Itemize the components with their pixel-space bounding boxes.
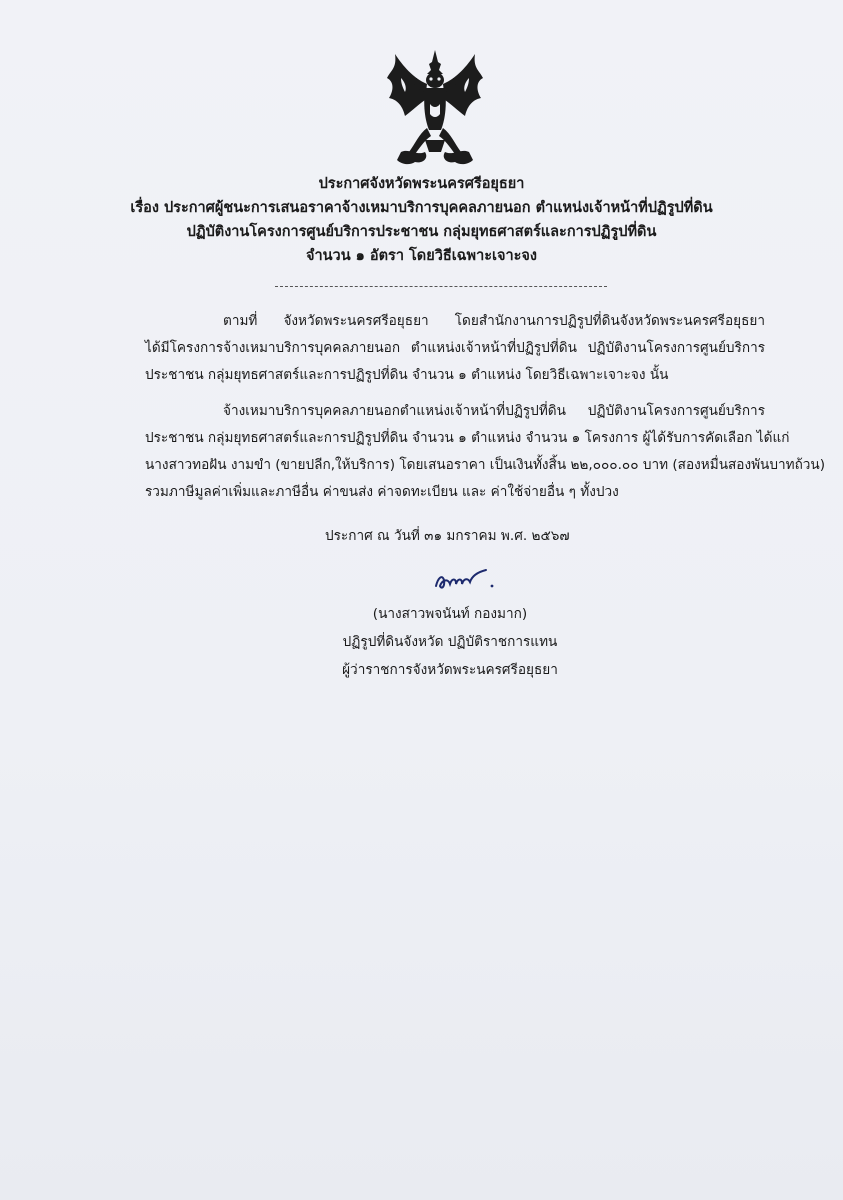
garuda-emblem-icon (383, 48, 487, 168)
paragraph-1-line-3: ประชาชน กลุ่มยุทธศาสตร์และการปฏิรูปที่ดิน จำนวน ๑ ตำแหน่ง โดยวิธีเฉพาะเจาะจง นั้น (145, 367, 669, 383)
title-line-4: จำนวน ๑ อัตรา โดยวิธีเฉพาะเจาะจง (306, 248, 537, 264)
signer-position-2: ผู้ว่าราชการจังหวัดพระนครศรีอยุธยา (342, 662, 558, 678)
title-divider (275, 286, 607, 287)
paragraph-2-line-4: รวมภาษีมูลค่าเพิ่มและภาษีอื่น ค่าขนส่ง ค่าจดทะเบียน และ ค่าใช้จ่ายอื่น ๆ ทั้งปวง (145, 484, 619, 500)
paragraph-1-line-2: ได้มีโครงการจ้างเหมาบริการบุคคลภายนอก ตำแหน่งเจ้าหน้าที่ปฏิรูปที่ดิน ปฏิบัติงานโครงการศูนย์บริการ (145, 340, 765, 356)
signer-block (330, 600, 570, 684)
paragraph-2 (145, 398, 826, 506)
paragraph-2-line-2: ประชาชน กลุ่มยุทธศาสตร์และการปฏิรูปที่ดิน จำนวน ๑ ตำแหน่ง จำนวน ๑ โครงการ ผู้ได้รับการคัดเลือก ได้แก่ (145, 430, 790, 446)
announcement-title (0, 172, 843, 268)
handwritten-signature-icon (430, 564, 502, 596)
title-line-3: ปฏิบัติงานโครงการศูนย์บริการประชาชน กลุ่มยุทธศาสตร์และการปฏิรูปที่ดิน (186, 224, 657, 240)
signer-name: (นางสาวพจนันท์ กองมาก) (372, 606, 528, 622)
paragraph-2-line-1: จ้างเหมาบริการบุคคลภายนอกตำแหน่งเจ้าหน้าที่ปฏิรูปที่ดิน ปฏิบัติงานโครงการศูนย์บริการ (223, 403, 765, 419)
title-line-1: ประกาศจังหวัดพระนครศรีอยุธยา (318, 176, 525, 192)
announcement-date: ประกาศ ณ วันที่ ๓๑ มกราคม พ.ศ. ๒๕๖๗ (325, 528, 570, 544)
title-line-2: เรื่อง ประกาศผู้ชนะการเสนอราคาจ้างเหมาบริการบุคคลภายนอก ตำแหน่งเจ้าหน้าที่ปฏิรูปที่ดิน (130, 200, 713, 216)
paragraph-1 (145, 308, 765, 389)
paragraph-2-line-3: นางสาวทอฝัน งามขำ (ขายปลีก,ให้บริการ) โดยเสนอราคา เป็นเงินทั้งสิ้น ๒๒,๐๐๐.๐๐ บาท (สองหมื่นสองพันบาทถ้วน) (145, 457, 826, 473)
signer-position-1: ปฏิรูปที่ดินจังหวัด ปฏิบัติราชการแทน (342, 634, 558, 650)
paragraph-1-line-1: ตามที่ จังหวัดพระนครศรีอยุธยา โดยสำนักงานการปฏิรูปที่ดินจังหวัดพระนครศรีอยุธยา (223, 313, 765, 329)
